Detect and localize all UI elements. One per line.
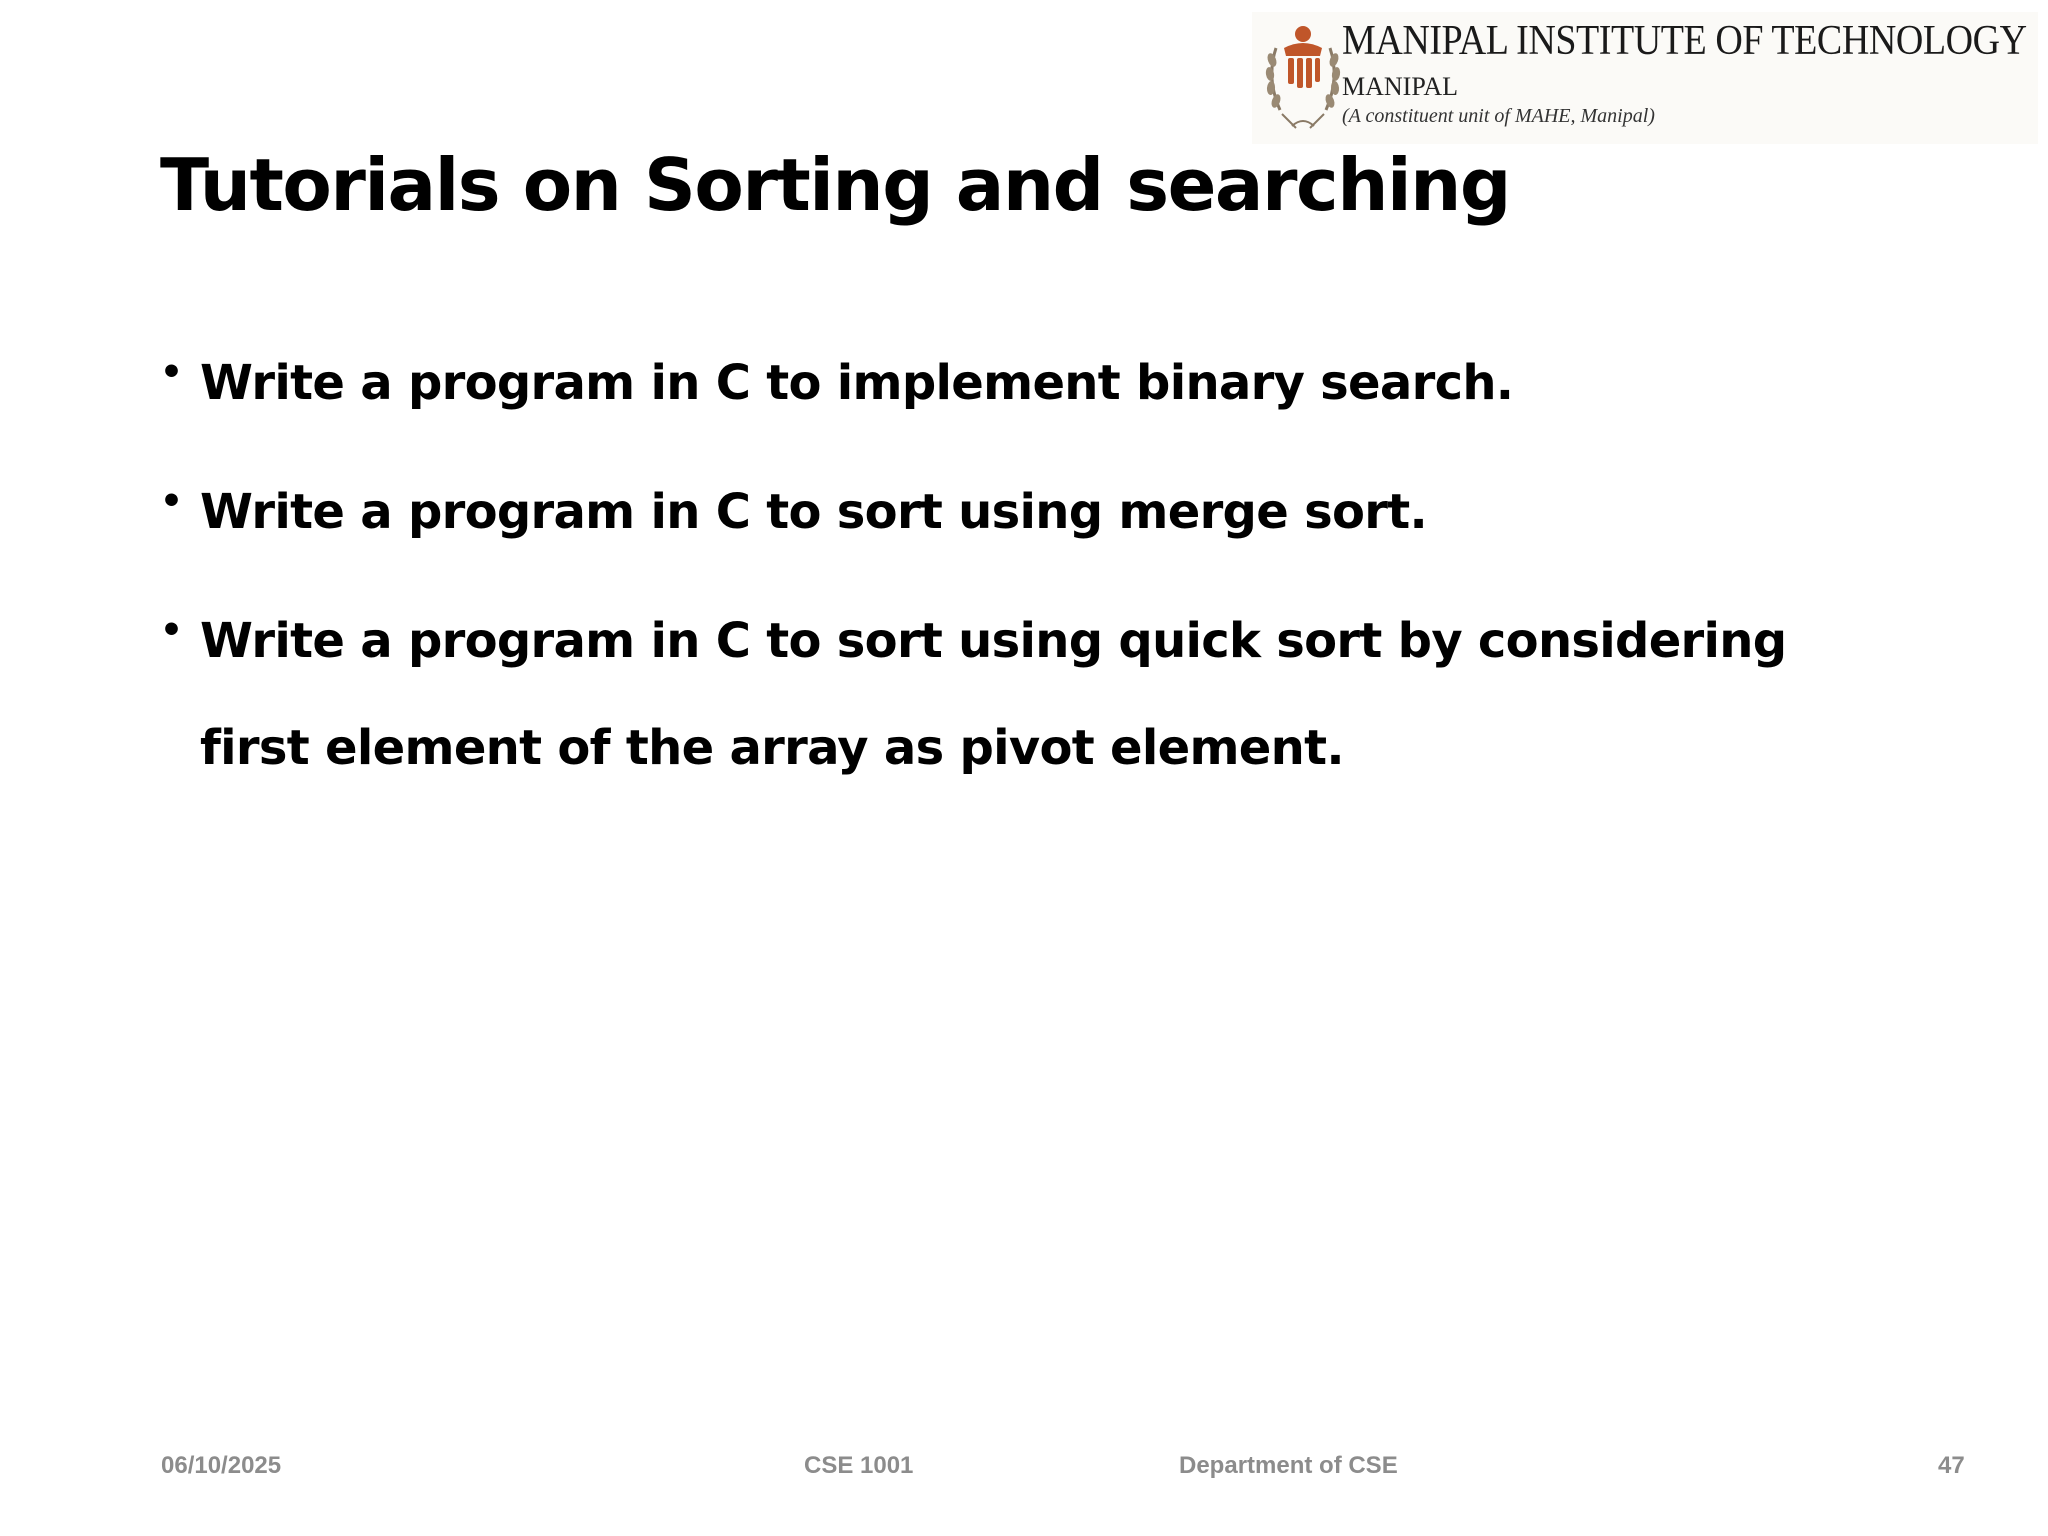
- footer-date: 06/10/2025: [161, 1452, 282, 1479]
- bullet-item: [160, 330, 1860, 437]
- bullet-list: [160, 330, 1860, 824]
- slide-title: Tutorials on Sorting and searching: [160, 143, 1510, 227]
- bullet-item: [160, 459, 1860, 566]
- institute-city: MANIPAL: [1342, 72, 1459, 101]
- bullet-marker: •: [160, 352, 183, 393]
- institute-logo: [1252, 12, 2038, 144]
- footer-course-code: CSE 1001: [804, 1452, 914, 1479]
- footer-page-number: 47: [1938, 1452, 1965, 1479]
- footer-department: Department of CSE: [1179, 1452, 1398, 1479]
- institute-tagline: (A constituent unit of MAHE, Manipal): [1342, 105, 1655, 127]
- bullet-text: Write a program in C to sort using merge sort.: [200, 484, 1427, 540]
- bullet-item: [160, 588, 1860, 802]
- bullet-text: Write a program in C to implement binary search.: [200, 355, 1514, 411]
- bullet-marker: •: [160, 610, 183, 651]
- institute-name: MANIPAL INSTITUTE OF TECHNOLOGY: [1342, 18, 2027, 64]
- bullet-text: Write a program in C to sort using quick sort by considering first element of the array as pivot element.: [200, 613, 1787, 776]
- bullet-marker: •: [160, 481, 183, 522]
- institute-emblem-icon: [1262, 18, 1344, 138]
